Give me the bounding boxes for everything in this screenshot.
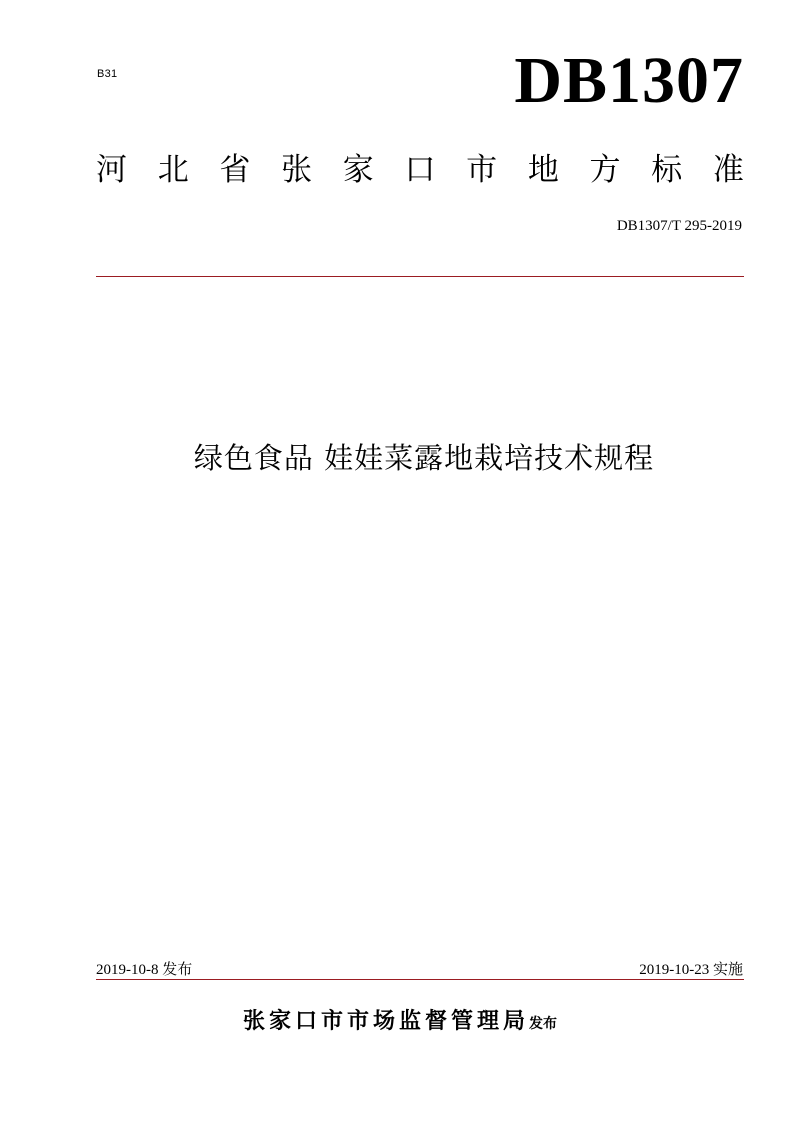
standard-number: DB1307/T 295-2019: [616, 218, 742, 234]
standard-type-heading: [96, 148, 744, 192]
issuer-organization: 张家口市市场监督管理局: [242, 1009, 529, 1034]
standard-type-char: 市: [466, 152, 498, 188]
publish-date: 2019-10-8 发布: [96, 962, 193, 978]
standard-type-char: 口: [404, 152, 436, 188]
standard-type-char: 标: [651, 152, 683, 188]
standard-code-logo: DB1307: [514, 44, 744, 117]
top-divider: [96, 276, 744, 277]
standard-type-char: 家: [342, 152, 374, 188]
ccs-classification-code: B31: [97, 68, 118, 80]
issuer-line: [0, 1004, 800, 1035]
standard-type-char: 省: [219, 152, 251, 188]
standard-type-char: 地: [527, 152, 559, 188]
issuer-suffix: 发布: [529, 1016, 557, 1032]
standard-type-char: 准: [712, 152, 744, 188]
bottom-divider: [96, 979, 744, 980]
implement-date: 2019-10-23 实施: [639, 962, 743, 978]
standard-type-char: 方: [589, 152, 621, 188]
document-title: 绿色食品 娃娃菜露地栽培技术规程: [193, 441, 655, 475]
standard-type-char: 北: [157, 152, 189, 188]
standard-type-char: 张: [281, 152, 313, 188]
standard-type-char: 河: [96, 152, 127, 188]
